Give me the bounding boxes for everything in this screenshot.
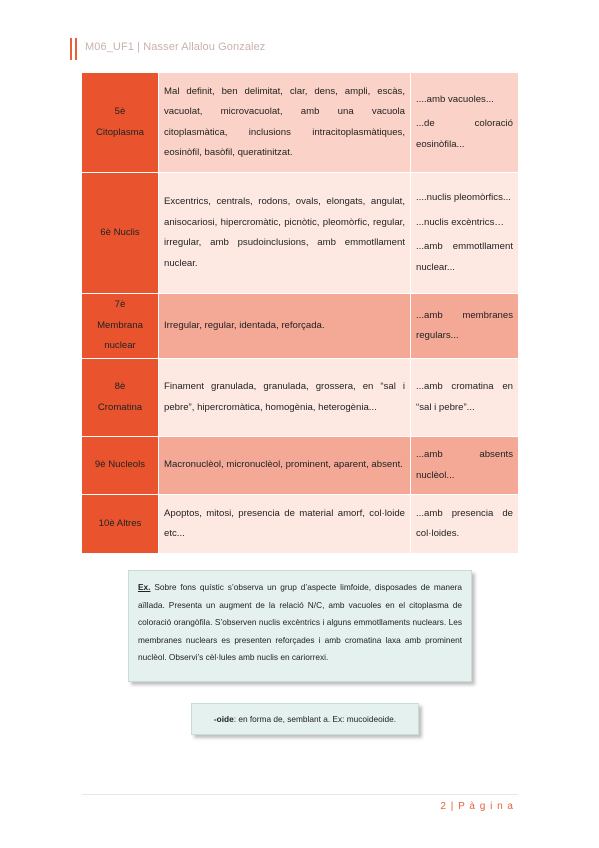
table-row — [82, 437, 518, 495]
row-terms: ...amb membranes regulars... — [411, 294, 518, 359]
row-terms: ...amb presencia de col·loides. — [411, 495, 518, 554]
note2-text: : en forma de, semblant a. Ex: mucoideoide. — [233, 714, 397, 724]
row-terms: ...amb cromatina en “sal i pebre”... — [411, 359, 518, 437]
cell-features-table — [82, 73, 518, 554]
header-rule-right — [75, 38, 77, 60]
row-description: Finament granulada, granulada, grossera, en “sal i pebre”, hipercromàtica, homogènia, heterogènia... — [159, 359, 411, 437]
page-header: M06_UF1 | Nasser Allalou Gonzalez — [85, 41, 266, 53]
note2-lead: -oide — [213, 714, 234, 724]
footer-divider — [82, 794, 518, 795]
example-note — [128, 570, 472, 682]
row-label: 9è Nucleols — [82, 437, 159, 495]
header-rule-left — [70, 38, 72, 60]
row-description: Apoptos, mitosi, presencia de material amorf, col·loide etc... — [159, 495, 411, 554]
row-terms: ....amb vacuoles... ...de coloració eosinòfila... — [411, 73, 518, 173]
row-label: 5è Citoplasma — [82, 73, 159, 173]
suffix-note — [191, 703, 419, 735]
row-terms: ....nuclis pleomòrfics... ...nuclis excèntrics… ...amb emmotllament nuclear... — [411, 173, 518, 294]
row-label: 10è Altres — [82, 495, 159, 554]
table-row — [82, 173, 518, 294]
row-label: 7è Membrana nuclear — [82, 294, 159, 359]
table-row — [82, 294, 518, 359]
row-label: 6è Nuclis — [82, 173, 159, 294]
table-row — [82, 495, 518, 554]
row-description: Mal definit, ben delimitat, clar, dens, ampli, escàs, vacuolat, microvacuolat, amb una vacuola citoplasmàtica, inclusions intracitoplasmàtiques, eosinòfil, basòfil, queratinitzat. — [159, 73, 411, 173]
row-label: 8è Cromatina — [82, 359, 159, 437]
row-description: Macronuclèol, micronuclèol, prominent, aparent, absent. — [159, 437, 411, 495]
table-row — [82, 73, 518, 173]
page-number: 2 | P à g i n a — [440, 801, 514, 812]
note-lead: Ex. — [138, 582, 151, 592]
table-row — [82, 359, 518, 437]
note-text: Sobre fons quístic s’observa un grup d’aspecte limfoide, disposades de manera aïllada. Presenta un augment de la relació N/C, amb vacuoles en el citoplasma de coloració orangòfila. S’observen nuclis excèntrics i alguns emmotllaments nuclears. Les membranes nuclears es presenten reforçades i amb cromatina laxa amb prominent nuclèol. Observi’s cèl·lules amb nuclis en cariorrexi. — [138, 582, 462, 662]
row-description: Excentrics, centrals, rodons, ovals, elongats, angulat, anisocariosi, hipercromàtic, picnòtic, pleomòrfic, regular, irregular, amb psudoinclusions, amb emmotllament nuclear. — [159, 173, 411, 294]
row-description: Irregular, regular, identada, reforçada. — [159, 294, 411, 359]
row-terms: ...amb absents nuclèol... — [411, 437, 518, 495]
